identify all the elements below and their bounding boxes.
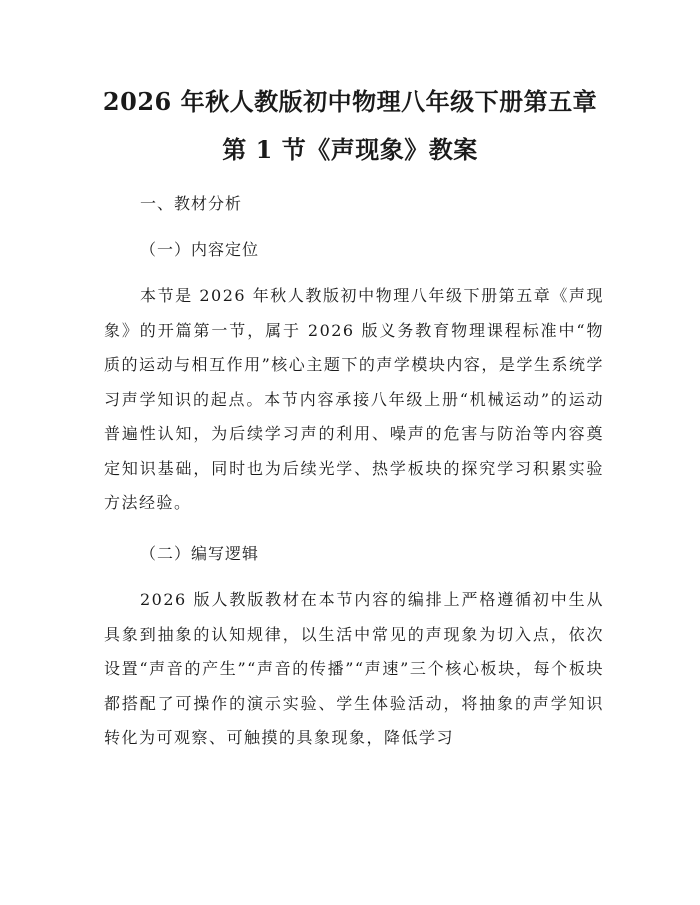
- subsection-heading-content-position: （一）内容定位: [140, 240, 260, 259]
- section-heading-textbook-analysis: 一、教材分析: [140, 194, 243, 213]
- paragraph-content-position: 本节是 2026 年秋人教版初中物理八年级下册第五章《声现象》的开篇第一节，属于 2026 版义务教育物理课程标准中“物质的运动与相互作用”核心主题下的声学模块内容，是学生系统学习声学知识的起点。本节内容承接八年级上册“机械运动”的运动普遍性认知，为后续学习声的利用、噪声的危害与防治等内容奠定知识基础，同时也为后续光学、热学板块的探究学习积累实验方法经验。: [104, 286, 604, 512]
- subsection-heading-writing-logic: （二）编写逻辑: [140, 544, 260, 563]
- document-title-line-2: 第 1 节《声现象》教案: [222, 135, 478, 164]
- document-title-line-1: 2026 年秋人教版初中物理八年级下册第五章: [102, 87, 598, 116]
- paragraph-writing-logic: 2026 版人教版教材在本节内容的编排上严格遵循初中生从具象到抽象的认知规律，以生活中常见的声现象为切入点，依次设置“声音的产生”“声音的传播”“声速”三个核心板块，每个板块都搭配了可操作的演示实验、学生体验活动，将抽象的声学知识转化为可观察、可触摸的具象现象，降低学习: [104, 590, 604, 747]
